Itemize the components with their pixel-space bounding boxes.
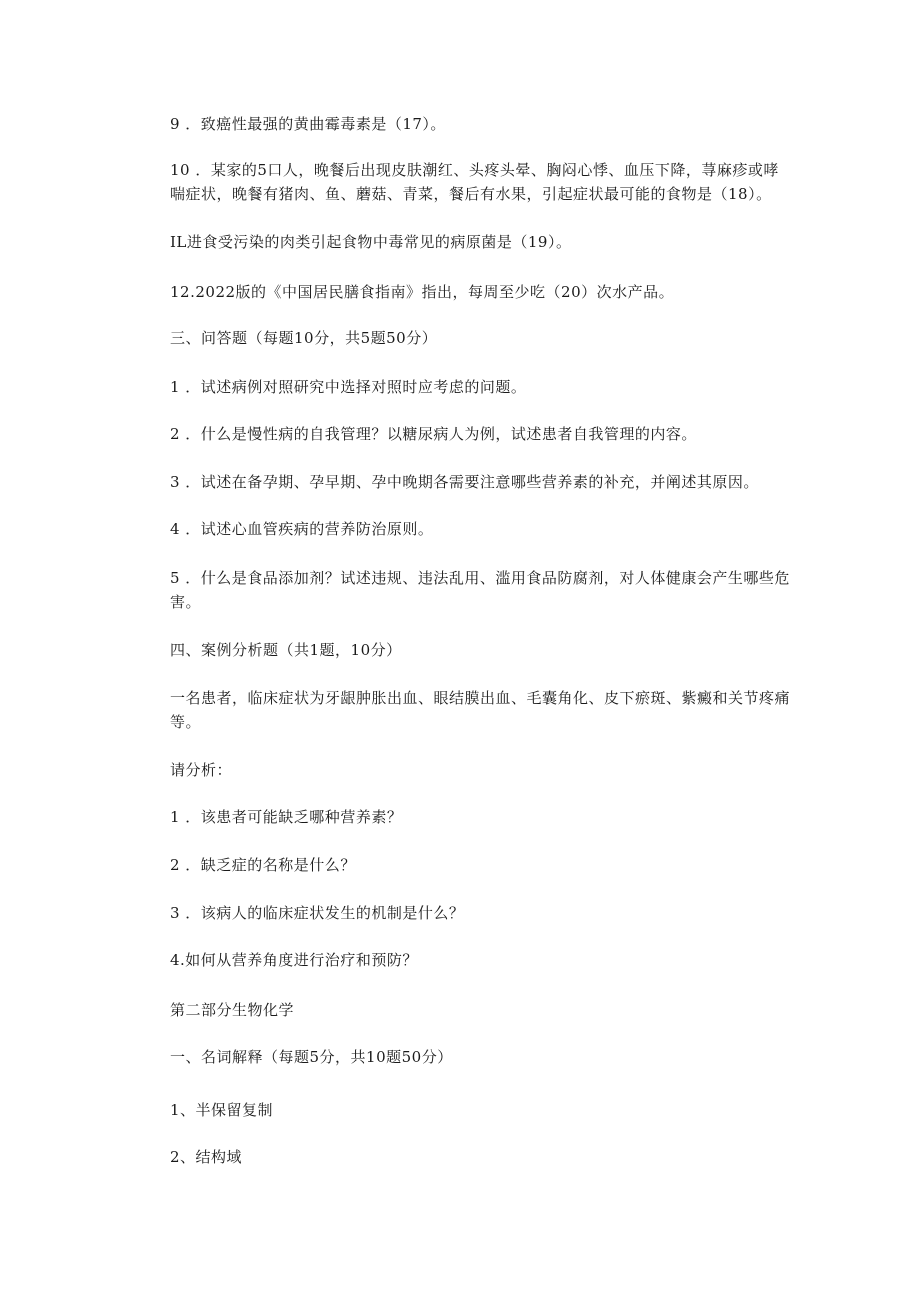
case-question-1: 1 ．该患者可能缺乏哪种营养素？ <box>170 808 403 826</box>
section-3-question-2: 2 ．什么是慢性病的自我管理？以糖尿病人为例，试述患者自我管理的内容。 <box>170 425 697 443</box>
case-prompt: 请分析： <box>170 761 233 779</box>
case-question-2: 2 ．缺乏症的名称是什么？ <box>170 856 356 874</box>
question-10: 10 ．某家的5口人，晚餐后出现皮肤潮红、头疼头晕、胸闷心悸、血压下降，荨麻疹或哮喘症状，晚餐有猪肉、鱼、蘑菇、青菜，餐后有水果，引起症状最可能的食物是（18）。 <box>170 161 779 203</box>
section-3-question-1: 1 ．试述病例对照研究中选择对照时应考虑的问题。 <box>170 378 527 396</box>
part-2-title: 第二部分生物化学 <box>170 1001 295 1019</box>
case-question-3: 3 ．该病人的临床症状发生的机制是什么？ <box>170 904 465 922</box>
question-11: IL进食受污染的肉类引起食物中毒常见的病原菌是（19）。 <box>170 233 572 251</box>
case-description: 一名患者，临床症状为牙龈肿胀出血、眼结膜出血、毛囊角化、皮下瘀斑、紫癜和关节疼痛等。 <box>170 689 791 731</box>
question-9: 9 ．致癌性最强的黄曲霉毒素是（17）。 <box>170 115 446 133</box>
term-1: 1、半保留复制 <box>170 1101 274 1119</box>
section-3-question-3: 3 ．试述在备孕期、孕早期、孕中晚期各需要注意哪些营养素的补充，并阐述其原因。 <box>170 473 759 491</box>
question-12: 12.2022版的《中国居民膳食指南》指出，每周至少吃（20）次水产品。 <box>170 283 675 301</box>
section-3-heading: 三、问答题（每题10分，共5题50分） <box>170 329 438 347</box>
part-2-section-1-heading: 一、名词解释（每题5分，共10题50分） <box>170 1048 453 1066</box>
section-3-question-4: 4 ．试述心血管疾病的营养防治原则。 <box>170 520 434 538</box>
section-3-question-5: 5 ．什么是食品添加剂？试述违规、违法乱用、滥用食品防腐剂，对人体健康会产生哪些危害。 <box>170 569 790 611</box>
term-2: 2、结构域 <box>170 1148 243 1166</box>
case-question-4: 4.如何从营养角度进行治疗和预防？ <box>170 951 418 969</box>
section-4-heading: 四、案例分析题（共1题，10分） <box>170 641 402 659</box>
